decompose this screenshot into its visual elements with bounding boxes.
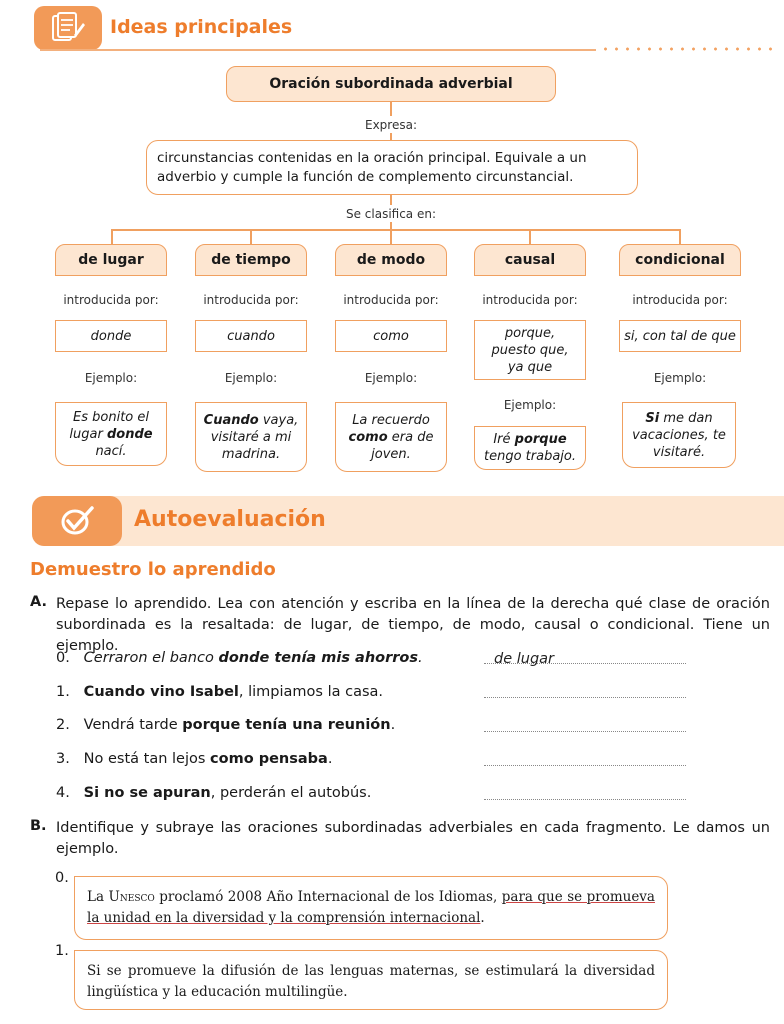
intro-word-box: si, con tal de que xyxy=(619,320,741,352)
ejemplo-label: Ejemplo: xyxy=(224,371,278,385)
fragment-number: 1. xyxy=(55,943,69,959)
answer-line-2[interactable] xyxy=(484,716,686,732)
introducida-label: introducida por: xyxy=(343,293,439,307)
introducida-label: introducida por: xyxy=(63,293,159,307)
answer-line-1[interactable] xyxy=(484,682,686,698)
exercise-item: 4. Si no se apuran, perderán el autobús. xyxy=(56,785,372,801)
ejemplo-label: Ejemplo: xyxy=(503,398,557,412)
example-box: Si me dan vacaciones, te visitaré. xyxy=(622,402,736,468)
example-box: Iré porque tengo trabajo. xyxy=(474,426,586,470)
autoevaluacion-title: Autoevaluación xyxy=(134,507,326,532)
category-de-modo: de modo xyxy=(335,244,447,276)
section-b-letter: B. xyxy=(30,818,47,834)
category-causal: causal xyxy=(474,244,586,276)
connector xyxy=(390,102,392,116)
connector xyxy=(390,195,392,205)
exercise-item: 0. Cerraron el banco donde tenía mis ahorros. xyxy=(56,650,423,666)
ejemplo-label: Ejemplo: xyxy=(364,371,418,385)
introducida-label: introducida por: xyxy=(632,293,728,307)
ejemplo-label: Ejemplo: xyxy=(84,371,138,385)
branch-line xyxy=(111,229,681,231)
documents-icon xyxy=(50,11,86,45)
concept-main-box: Oración subordinada adverbial xyxy=(226,66,556,102)
connector xyxy=(111,229,113,244)
category-de-lugar: de lugar xyxy=(55,244,167,276)
exercise-item: 3. No está tan lejos como pensaba. xyxy=(56,751,333,767)
answer-line-0[interactable]: de lugar xyxy=(484,648,686,664)
connector xyxy=(390,229,392,244)
connector xyxy=(529,229,531,244)
fragment-box-0: La Unesco proclamó 2008 Año Internacional de los Idiomas, para que se promueva la unidad en la diversidad y la comprensión internacional. xyxy=(74,876,668,940)
category-de-tiempo: de tiempo xyxy=(195,244,307,276)
section-title: Ideas principales xyxy=(110,16,293,38)
intro-word-box: porque, puesto que, ya que xyxy=(474,320,586,380)
example-box: Es bonito el lugar donde nací. xyxy=(55,402,167,466)
expresa-label: Expresa: xyxy=(364,118,417,132)
clasifica-label: Se clasifica en: xyxy=(345,207,437,221)
banner-tab xyxy=(32,496,122,546)
introducida-label: introducida por: xyxy=(482,293,578,307)
subtitle: Demuestro lo aprendido xyxy=(30,559,276,580)
intro-word-box: cuando xyxy=(195,320,307,352)
introducida-label: introducida por: xyxy=(203,293,299,307)
connector xyxy=(679,229,681,244)
answer-line-3[interactable] xyxy=(484,750,686,766)
ejemplo-label: Ejemplo: xyxy=(653,371,707,385)
connector xyxy=(390,133,392,140)
answer-line-4[interactable] xyxy=(484,784,686,800)
check-circle-icon xyxy=(58,504,96,538)
exercise-item: 2. Vendrá tarde porque tenía una reunión. xyxy=(56,717,396,733)
header-divider xyxy=(40,49,596,51)
connector xyxy=(250,229,252,244)
intro-word-box: como xyxy=(335,320,447,352)
intro-word-box: donde xyxy=(55,320,167,352)
example-box: La recuerdo como era de joven. xyxy=(335,402,447,472)
description-box: circunstancias contenidas en la oración principal. Equivale a un adverbio y cumple la función de complemento circunstancial. xyxy=(146,140,638,195)
section-a-instructions: Repase lo aprendido. Lea con atención y escriba en la línea de la derecha qué clase de oración subordinada es la resaltada: de lugar, de tiempo, de modo, causal o condicional. Tiene un ejemplo. xyxy=(56,596,770,654)
category-condicional: condicional xyxy=(619,244,741,276)
example-box: Cuando vaya, visitaré a mi madrina. xyxy=(195,402,307,472)
fragment-box-1[interactable]: Si se promueve la difusión de las lenguas maternas, se estimulará la diversidad lingüística y la educación multilingüe. xyxy=(74,950,668,1010)
header-dotted-divider xyxy=(600,47,776,51)
fragment-number: 0. xyxy=(55,870,69,886)
section-a-letter: A. xyxy=(30,594,47,610)
section-b-instructions: Identifique y subraye las oraciones subordinadas adverbiales en cada fragmento. Le damos un ejemplo. xyxy=(56,820,770,857)
exercise-item: 1. Cuando vino Isabel, limpiamos la casa. xyxy=(56,684,383,700)
header-icon-badge xyxy=(34,6,102,50)
